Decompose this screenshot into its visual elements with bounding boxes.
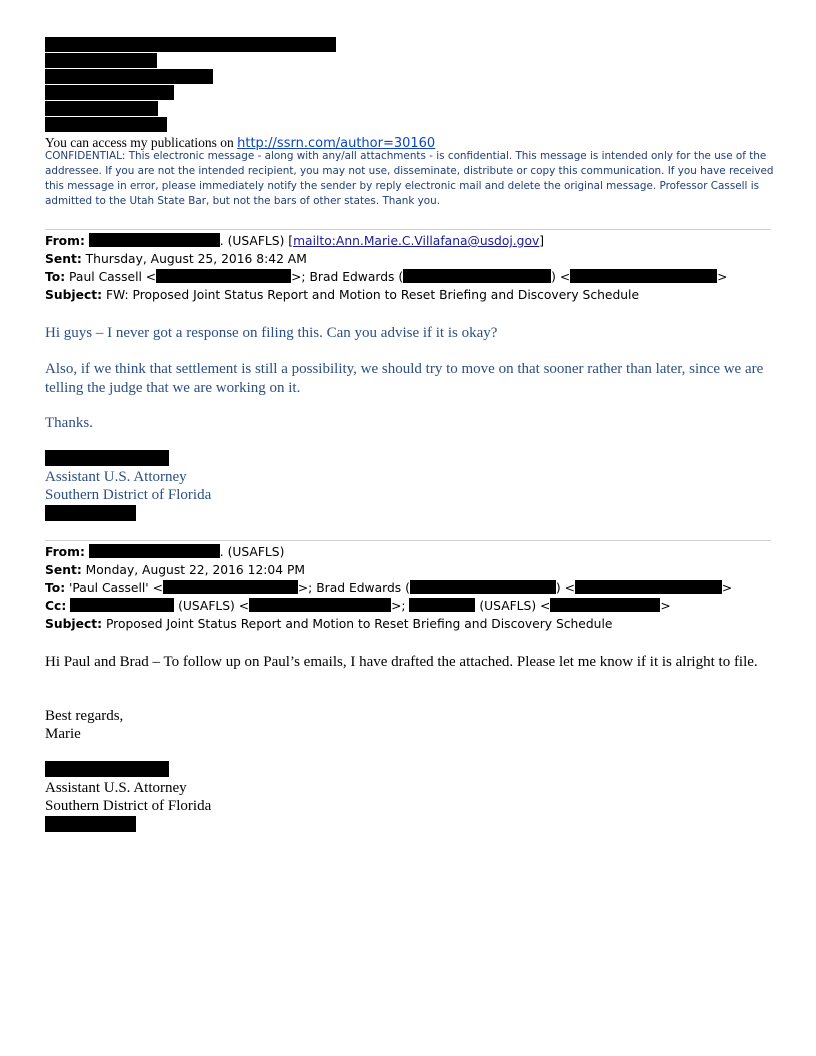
publications-link[interactable]: http://ssrn.com/author=30160 (237, 136, 436, 151)
email1-to-line (45, 268, 727, 286)
redaction-bar (45, 505, 136, 521)
redaction-bar (570, 269, 717, 283)
redaction-bar (70, 598, 174, 612)
subject-label: Subject: (45, 617, 103, 631)
redaction-bar (45, 816, 136, 832)
subject-label: Subject: (45, 288, 103, 302)
to-part2: >; Brad Edwards ( (297, 581, 410, 595)
divider (45, 229, 771, 230)
sender-email-link[interactable]: mailto:Ann.Marie.C.Villafana@usdoj.gov (293, 234, 540, 248)
redaction-bar (45, 85, 174, 100)
redaction-bar (575, 580, 722, 594)
email1-sent-line (45, 250, 307, 268)
redaction-bar (45, 117, 167, 132)
cc-part4: > (660, 599, 671, 613)
redaction-bar (409, 598, 475, 612)
to-part3: ) < (551, 270, 571, 284)
to-part3: ) < (555, 581, 575, 595)
redaction-bar (89, 233, 220, 247)
to-label: To: (45, 581, 66, 595)
redaction-bar (45, 761, 169, 777)
cc-part3: (USAFLS) < (479, 599, 551, 613)
to-part1: Paul Cassell < (69, 270, 157, 284)
email1-body-p2: Also, if we think that settlement is still a possibility, we should try to move on that sooner rather than later, since we are telling the judge that we are working on it. (45, 361, 764, 396)
email2-to-line (45, 579, 732, 597)
email1-body-p3: Thanks. (45, 415, 93, 431)
email2-from-line (45, 543, 284, 561)
cc-part2: >; (391, 599, 406, 613)
redaction-bar (410, 580, 556, 594)
to-part1: 'Paul Cassell' < (69, 581, 163, 595)
to-part4: > (717, 270, 728, 284)
redaction-bar (45, 450, 169, 466)
to-part2: >; Brad Edwards ( (291, 270, 404, 284)
redaction-bar (163, 580, 298, 594)
sent-label: Sent: (45, 563, 82, 577)
sent-value: Thursday, August 25, 2016 8:42 AM (85, 252, 307, 266)
email2-sent-line (45, 561, 305, 579)
email2-sig-office: Southern District of Florida (45, 798, 212, 814)
confidential-notice: CONFIDENTIAL: This electronic message - along with any/all attachments - is confidential. This message is intended only for the use of the addressee. If you are not the intended recipient, you may not use, disseminate, distribute or copy this communication. If you have received this message in error, please immediately notify the sender by reply electronic mail and delete the original message. Professor Cassell is admitted to the Utah State Bar, but not the bars of other states. Thank you. (45, 150, 774, 207)
email2-subject-line (45, 615, 612, 633)
redaction-bar (45, 101, 158, 116)
subject-value: Proposed Joint Status Report and Motion to Reset Briefing and Discovery Schedule (105, 617, 613, 631)
email1-body-p1: Hi guys – I never got a response on filing this. Can you advise if it is okay? (45, 325, 498, 341)
email1-subject-line (45, 286, 639, 304)
redaction-bar (403, 269, 551, 283)
cc-part1: (USAFLS) < (178, 599, 250, 613)
email2-sig-title: Assistant U.S. Attorney (45, 780, 187, 796)
email2-body-p3: Marie (45, 726, 81, 742)
publications-prefix: You can access my publications on (45, 135, 238, 150)
from-suffix: . (USAFLS) [ (219, 234, 294, 248)
sent-value: Monday, August 22, 2016 12:04 PM (85, 563, 306, 577)
redaction-bar (45, 37, 336, 52)
to-part4: > (721, 581, 733, 595)
email1-from-line (45, 232, 544, 250)
email2-cc-line (45, 597, 671, 615)
email2-body-p1: Hi Paul and Brad – To follow up on Paul’s emails, I have drafted the attached. Please let me know if it is alright to file. (45, 654, 758, 670)
from-close: ] (539, 234, 545, 248)
from-label: From: (45, 545, 85, 559)
from-suffix: . (USAFLS) (219, 545, 285, 559)
redaction-bar (45, 69, 213, 84)
redaction-bar (89, 544, 220, 558)
redaction-bar (156, 269, 291, 283)
sent-label: Sent: (45, 252, 82, 266)
to-label: To: (45, 270, 66, 284)
divider (45, 540, 771, 541)
email1-sig-title: Assistant U.S. Attorney (45, 469, 187, 485)
subject-value: FW: Proposed Joint Status Report and Motion to Reset Briefing and Discovery Schedule (105, 288, 640, 302)
from-label: From: (45, 234, 85, 248)
redaction-bar (45, 53, 157, 68)
redaction-bar (249, 598, 391, 612)
redaction-bar (550, 598, 660, 612)
cc-label: Cc: (45, 599, 67, 613)
email2-body-p2: Best regards, (45, 708, 124, 724)
email1-sig-office: Southern District of Florida (45, 487, 212, 503)
